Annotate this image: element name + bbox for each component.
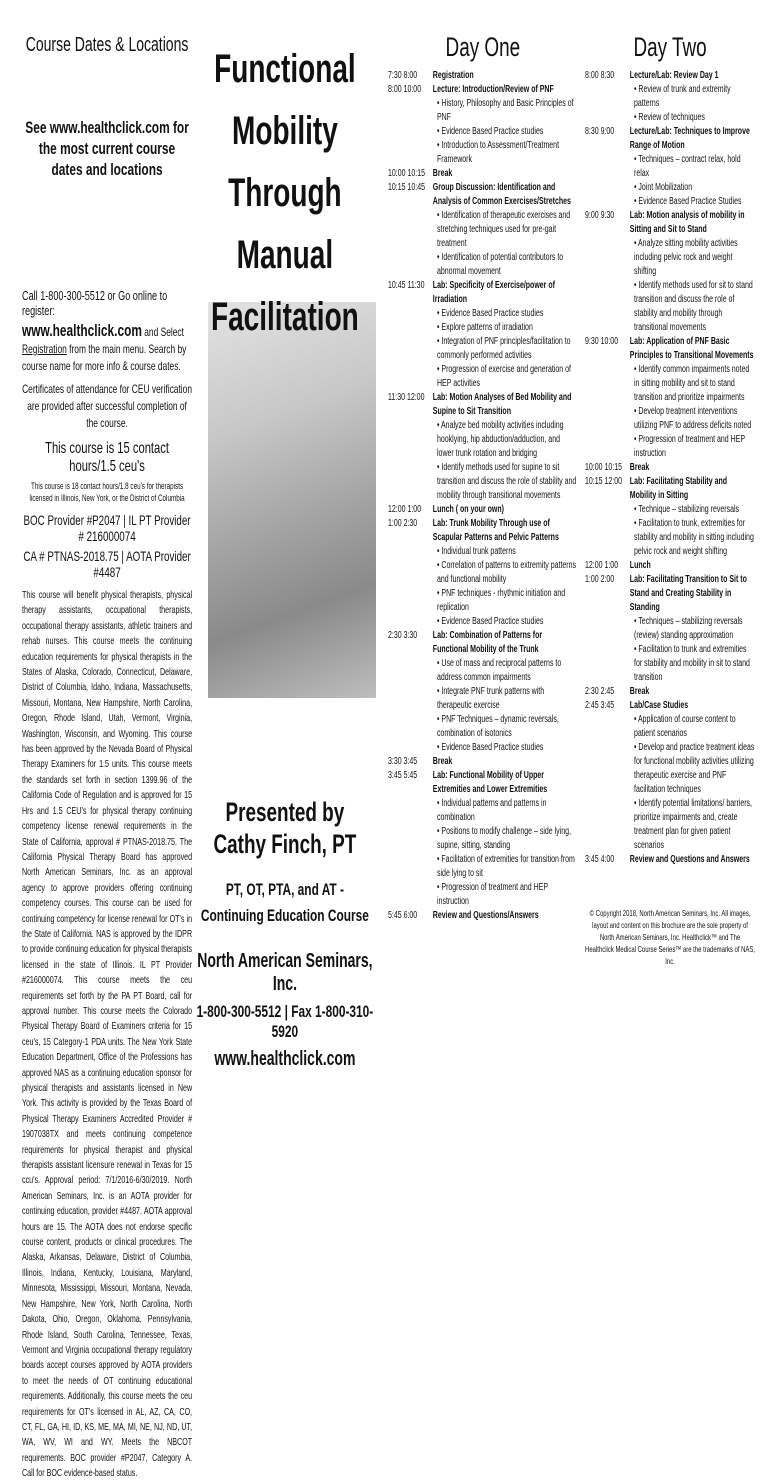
register-text bbox=[22, 322, 192, 375]
day-one-title: Day One bbox=[445, 32, 521, 62]
schedule-bullet: • Identify methods used for supine to sit transition and discuss the role of stability and mobility through transitional movements bbox=[437, 462, 577, 501]
schedule-time: 1:00 2:30 bbox=[388, 518, 418, 529]
dates-heading: Course Dates & Locations bbox=[25, 34, 189, 56]
boc-provider: BOC Provider #P2047 | IL PT Provider # 216000074 bbox=[23, 512, 191, 544]
schedule-title: Lecture/Lab: Review Day 1 bbox=[629, 70, 719, 81]
schedule-item bbox=[388, 629, 578, 755]
schedule-entry bbox=[433, 517, 578, 629]
schedule-time: 10:15 10:45 bbox=[388, 182, 425, 193]
schedule-bullet: • Facilitation to trunk and extremities for stability and mobility in sit to stand transition bbox=[634, 644, 750, 683]
schedule-entry bbox=[630, 125, 755, 209]
schedule-time: 3:30 3:45 bbox=[388, 756, 418, 767]
schedule-entry bbox=[433, 83, 578, 167]
schedule-entry bbox=[433, 629, 578, 755]
schedule-item bbox=[388, 517, 578, 629]
schedule-item bbox=[585, 853, 755, 867]
schedule-bullet: • Review of techniques bbox=[634, 112, 705, 123]
ca-provider: CA # PTNAS-2018.75 | AOTA Provider #4487 bbox=[23, 548, 191, 580]
website-link[interactable]: www.healthclick.com bbox=[22, 321, 142, 340]
schedule-entry bbox=[630, 209, 755, 335]
schedule-item bbox=[388, 755, 578, 769]
schedule-item bbox=[388, 83, 578, 167]
schedule-bullet: • Individual patterns and patterns in combination bbox=[437, 798, 547, 823]
schedule-bullet: • Develop and practice treatment ideas for functional mobility activities utilizing therapeutic exercise and PNF facilitation techniques bbox=[634, 742, 755, 795]
schedule-entry bbox=[630, 853, 750, 867]
day-two-title: Day Two bbox=[633, 32, 707, 62]
schedule-title: Break bbox=[432, 168, 453, 179]
schedule-bullet: • Techniques – contract relax, hold relax bbox=[634, 154, 741, 179]
schedule-item bbox=[388, 279, 578, 391]
title-line-1: Functional bbox=[214, 47, 356, 91]
schedule-bullet: • Develop treatment interventions utilizing PNF to address deficits noted bbox=[634, 406, 752, 431]
schedule-bullet: • Positions to modify challenge – side lying, supine, sitting, standing bbox=[437, 826, 571, 851]
schedule-bullet: • Integration of PNF principles/facilitation to commonly performed activities bbox=[437, 336, 571, 361]
register-text-b: from the main menu. Search by course name for more info & course dates. bbox=[22, 342, 187, 373]
schedule-time: 10:15 12:00 bbox=[585, 476, 622, 487]
schedule-entry bbox=[630, 475, 755, 559]
schedule-title: Lecture: Introduction/Review of PNF bbox=[432, 84, 554, 95]
schedule-entry bbox=[630, 461, 649, 475]
schedule-item bbox=[585, 335, 755, 461]
schedule-time: 8:30 9:00 bbox=[585, 126, 615, 137]
schedule-time: 11:30 12:00 bbox=[388, 392, 425, 403]
schedule-title: Review and Questions and Answers bbox=[629, 854, 750, 865]
schedule-bullet: • Evidence Based Practice studies bbox=[437, 126, 544, 137]
schedule-title: Lab: Facilitating Stability and Mobility in Sitting bbox=[629, 476, 728, 501]
schedule-title: Lab: Motion Analyses of Bed Mobility and Supine to Sit Transition bbox=[432, 392, 572, 417]
schedule-bullet: • Progression of treatment and HEP instruction bbox=[634, 434, 745, 459]
schedule-bullet: • PNF Techniques – dynamic reversals, combination of isotonics bbox=[437, 714, 559, 739]
schedule-title: Lab: Facilitating Transition to Sit to Stand and Creating Stability in Standing bbox=[629, 574, 747, 613]
schedule-item bbox=[585, 125, 755, 209]
schedule-entry bbox=[433, 909, 539, 923]
registration-link[interactable]: Registration bbox=[22, 342, 67, 356]
schedule-entry bbox=[433, 69, 474, 83]
day-one-content bbox=[388, 32, 578, 923]
schedule-bullet: • Progression of exercise and generation of HEP activities bbox=[437, 364, 571, 389]
schedule-bullet: • Introduction to Assessment/Treatment Framework bbox=[437, 140, 560, 165]
schedule-bullet: • Joint Mobilization bbox=[634, 182, 693, 193]
schedule-item bbox=[585, 461, 755, 475]
schedule-item bbox=[585, 685, 755, 699]
presenter-name: Cathy Finch, PT bbox=[213, 829, 357, 859]
schedule-bullet: • Integrate PNF trunk patterns with therapeutic exercise bbox=[437, 686, 545, 711]
schedule-bullet: • Identify methods used for sit to stand transition and discuss the role of stability and mobility through transitional movements bbox=[634, 280, 753, 333]
title-column bbox=[196, 0, 374, 1071]
website[interactable]: www.healthclick.com bbox=[214, 1048, 356, 1070]
schedule-item bbox=[388, 769, 578, 909]
schedule-entry bbox=[630, 69, 755, 125]
schedule-bullet: • Analyze sitting mobility activities including pelvic rock and weight shifting bbox=[634, 238, 738, 277]
schedule-item bbox=[388, 503, 578, 517]
schedule-title: Lunch bbox=[629, 560, 651, 571]
schedule-title: Lab: Motion analysis of mobility in Sitting and Sit to Stand bbox=[629, 210, 745, 235]
schedule-item bbox=[388, 167, 578, 181]
schedule-entry bbox=[433, 279, 578, 391]
schedule-entry bbox=[433, 167, 452, 181]
schedule-bullet: • Techniques – stabilizing reversals (review) standing approximation bbox=[634, 616, 743, 641]
schedule-time: 10:00 10:15 bbox=[388, 168, 425, 179]
call-text: Call 1-800-300-5512 or Go online to register: bbox=[22, 288, 168, 318]
audience: PT, OT, PTA, and AT - bbox=[225, 880, 344, 899]
schedule-title: Lunch ( on your own) bbox=[432, 504, 504, 515]
schedule-title: Lab: Functional Mobility of Upper Extremities and Lower Extremities bbox=[432, 770, 548, 795]
course-info-column bbox=[22, 0, 192, 1482]
register-text-a: and Select bbox=[141, 325, 184, 339]
schedule-bullet: • Facilitation to trunk, extremities for stability and mobility in sitting including pelvic rock and weight shifting bbox=[634, 518, 754, 557]
schedule-title: Lecture/Lab: Techniques to Improve Range of Motion bbox=[629, 126, 750, 151]
schedule-item bbox=[585, 573, 755, 685]
schedule-time: 9:00 9:30 bbox=[585, 210, 615, 221]
schedule-bullet: • Correlation of patterns to extremity patterns and functional mobility bbox=[437, 560, 577, 585]
schedule-item bbox=[388, 391, 578, 503]
title-line-3: Through Manual bbox=[228, 171, 342, 277]
course-title bbox=[196, 38, 374, 348]
schedule-item bbox=[585, 559, 755, 573]
schedule-title: Lab: Application of PNF Basic Principles to Transitional Movements bbox=[629, 336, 754, 361]
schedule-entry bbox=[630, 685, 649, 699]
organization: North American Seminars, Inc. bbox=[197, 950, 373, 995]
schedule-bullet: • Evidence Based Practice Studies bbox=[634, 196, 742, 207]
schedule-time: 2:45 3:45 bbox=[585, 700, 615, 711]
schedule-bullet: • Identify potential limitations/ barriers, prioritize impairments and, create treatment plan for given patient scenarios bbox=[634, 798, 753, 851]
schedule-title: Group Discussion: Identification and Analysis of Common Exercises/Stretches bbox=[432, 182, 571, 207]
schedule-time: 3:45 4:00 bbox=[585, 854, 615, 865]
schedule-title: Lab: Specificity of Exercise/power of Irradiation bbox=[432, 280, 555, 305]
schedule-time: 7:30 8:00 bbox=[388, 70, 418, 81]
schedule-time: 10:00 10:15 bbox=[585, 462, 622, 473]
schedule-time: 1:00 2:00 bbox=[585, 574, 615, 585]
schedule-bullet: • Individual trunk patterns bbox=[437, 546, 516, 557]
schedule-item bbox=[585, 69, 755, 125]
schedule-time: 9:30 10:00 bbox=[585, 336, 619, 347]
schedule-bullet: • Identify common impairments noted in sitting mobility and sit to stand transition and prioritize impairments bbox=[634, 364, 750, 403]
schedule-time: 8:00 10:00 bbox=[388, 84, 422, 95]
schedule-bullet: • Technique – stabilizing reversals bbox=[634, 504, 740, 515]
copyright: © Copyright 2018, North American Seminars, Inc. All images, layout and content on this brochure are the sole property of North American Seminars, Inc. Healthclick™ and The Healthclick Medical Course Series™ are the trademarks of NAS, Inc. bbox=[585, 908, 756, 966]
schedule-bullet: • Explore patterns of irradiation bbox=[437, 322, 533, 333]
schedule-time: 5:45 6:00 bbox=[388, 910, 418, 921]
schedule-entry bbox=[433, 769, 578, 909]
schedule-item bbox=[388, 181, 578, 279]
presented-by: Presented by bbox=[225, 797, 345, 827]
schedule-time: 2:30 3:30 bbox=[388, 630, 418, 641]
schedule-bullet: • Application of course content to patient scenarios bbox=[634, 714, 736, 739]
day-one-column bbox=[388, 0, 578, 923]
schedule-bullet: • Evidence Based Practice studies bbox=[437, 742, 544, 753]
see-website-text: See www.healthclick.com for the most current course dates and locations bbox=[25, 118, 189, 179]
title-line-4: Facilitation bbox=[210, 295, 359, 339]
day-two-content bbox=[585, 32, 755, 967]
schedule-entry bbox=[433, 755, 452, 769]
schedule-bullet: • History, Philosophy and Basic Principles of PNF bbox=[437, 98, 574, 123]
schedule-bullet: • Evidence Based Practice studies bbox=[437, 308, 544, 319]
phone-fax: 1-800-300-5512 | Fax 1-800-310-5920 bbox=[196, 1002, 374, 1041]
schedule-entry bbox=[630, 559, 651, 573]
schedule-entry bbox=[630, 699, 755, 853]
schedule-title: Review and Questions/Answers bbox=[432, 910, 539, 921]
title-content bbox=[196, 38, 374, 1071]
schedule-title: Break bbox=[629, 686, 650, 697]
schedule-entry bbox=[433, 181, 578, 279]
schedule-time: 3:45 5:45 bbox=[388, 770, 418, 781]
schedule-item bbox=[388, 69, 578, 83]
schedule-title: Break bbox=[629, 462, 650, 473]
title-line-2: Mobility bbox=[232, 109, 338, 153]
schedule-bullet: • Identification of therapeutic exercises and stretching techniques used for pre-gait treatment bbox=[437, 210, 571, 249]
course-type: Continuing Education Course bbox=[200, 906, 369, 925]
schedule-bullet: • Facilitation of extremities for transition from side lying to sit bbox=[437, 854, 575, 879]
day-two-schedule bbox=[585, 69, 755, 867]
schedule-item bbox=[585, 475, 755, 559]
schedule-bullet: • Review of trunk and extremity patterns bbox=[634, 84, 731, 109]
schedule-title: Break bbox=[432, 756, 453, 767]
schedule-title: Lab: Trunk Mobility Through use of Scapular Patterns and Pelvic Patterns bbox=[432, 518, 559, 543]
certificates-text: Certificates of attendance for CEU verification are provided after successful completion of the course. bbox=[22, 382, 193, 430]
schedule-entry bbox=[433, 391, 578, 503]
schedule-entry bbox=[433, 503, 504, 517]
schedule-bullet: • Analyze bed mobility activities including hooklying, hip abduction/adduction, and lower trunk rotation and bridging bbox=[437, 420, 564, 459]
contact-hours: This course is 15 contact hours/1.5 ceu's bbox=[45, 440, 169, 475]
day-one-schedule bbox=[388, 69, 578, 923]
schedule-bullet: • PNF techniques - rhythmic initiation and replication bbox=[437, 588, 566, 613]
schedule-bullet: • Identification of potential contributors to abnormal movement bbox=[437, 252, 564, 277]
schedule-entry bbox=[630, 573, 755, 685]
left-content bbox=[22, 34, 192, 1482]
schedule-bullet: • Evidence Based Practice studies bbox=[437, 616, 544, 627]
schedule-title: Lab/Case Studies bbox=[629, 700, 689, 711]
schedule-bullet: • Use of mass and reciprocal patterns to address common impairments bbox=[437, 658, 562, 683]
accreditation-body: This course will benefit physical therapists, physical therapy assistants, occupational therapists, occupational therapy assistants, athletic trainers and rehab nurses. This course meets the continuing education requirements for physical therapists in the States of Alaska, Colorado, Connecticut, Delaware, District of Columbia, Idaho, Indiana, Massachusetts, Missouri, Montana, New Hampshire, North Carolina, Oregon, Rhode Island, Utah, Vermont, Virginia, Washington, Wisconsin, and Wyoming. This course has been approved by the Nevada Board of Physical Therapy Examiners for 1.5 units. This course meets the standards set forth in section 1399.96 of the California Code of Regulation and is approved for 15 Hrs and 1.5 CEU's for physical therapy continuing competency license renewal requirements in the State of California, approval # PTNAS-2018.75. The California Physical Therapy Board has approved North American Seminars, Inc. as an approval agency to approve providers offering continuing competency courses. This course can be used for continuing competency for license renewal for OT's in the State of California. NAS is approved by the IDPR to provide continuing education for physical therapists licensed in the state of Illinois. IL PT Provider #216000074. This course meets the ceu requirements set forth by the PA PT Board, call for approval number. This course meets the Colorado Physical Therapy Board of Examiners criteria for 15 ceu's, 15 Category-1 PDA units. The New York State Education Department, Office of the Professions has approved NAS as a continuing education sponsor for physical therapists and assistants licensed in New York. This activity is provided by the Texas Board of Physical Therapy Examiners Accredited Provider # 1907038TX and meets continuing competence requirements for physical therapist and physical therapists assistant licensure renewal in Texas for 15 ccu's. Approval period: 7/1/2016-6/30/2019. North American Seminars, Inc. is an AOTA provider for continuing education, provider #4487. AOTA approval hours are 15. The AOTA does not endorse specific course content, products or clinical procedures. The Alaska, Arkansas, Delaware, District of Columbia, Illinois, Indiana, Kentucky, Louisiana, Maryland, Minnesota, Mississippi, Missouri, Montana, Nevada, New Hampshire, New York, North Carolina, North Dakota, Ohio, Oregon, Oklahoma, Pennsylvania, Rhode Island, South Carolina, Tennessee, Texas, Vermont and Virginia occupational therapy regulatory boards accept courses approved by AOTA providers to meet the needs of OT continuing educational requirements. Additionally, this course meets the ceu requirements for OT's licensed in AL, AZ, CA, CO, CT, FL, GA, HI, ID, KS, ME, MA, MI, NE, NJ, ND, UT, WA, WV, WI and WY. Meets the NBCOT requirements. BOC provider #P2047, Category A. Call for BOC evidence-based status. bbox=[22, 590, 193, 1480]
day-two-column bbox=[585, 0, 755, 967]
contact-hours-note: This course is 18 contact hours/1.8 ceu's for therapists licensed in Illinois, New York, or the District of Columbia bbox=[29, 481, 185, 503]
schedule-time: 12:00 1:00 bbox=[388, 504, 422, 515]
schedule-entry bbox=[630, 335, 755, 461]
schedule-title: Registration bbox=[432, 70, 474, 81]
schedule-time: 2:30 2:45 bbox=[585, 686, 615, 697]
schedule-time: 10:45 11:30 bbox=[388, 280, 425, 291]
schedule-title: Lab: Combination of Patterns for Functional Mobility of the Trunk bbox=[432, 630, 543, 655]
schedule-time: 8:00 8:30 bbox=[585, 70, 615, 81]
schedule-item bbox=[388, 909, 578, 923]
schedule-item bbox=[585, 209, 755, 335]
schedule-bullet: • Progression of treatment and HEP instruction bbox=[437, 882, 548, 907]
schedule-time: 12:00 1:00 bbox=[585, 560, 619, 571]
schedule-item bbox=[585, 699, 755, 853]
